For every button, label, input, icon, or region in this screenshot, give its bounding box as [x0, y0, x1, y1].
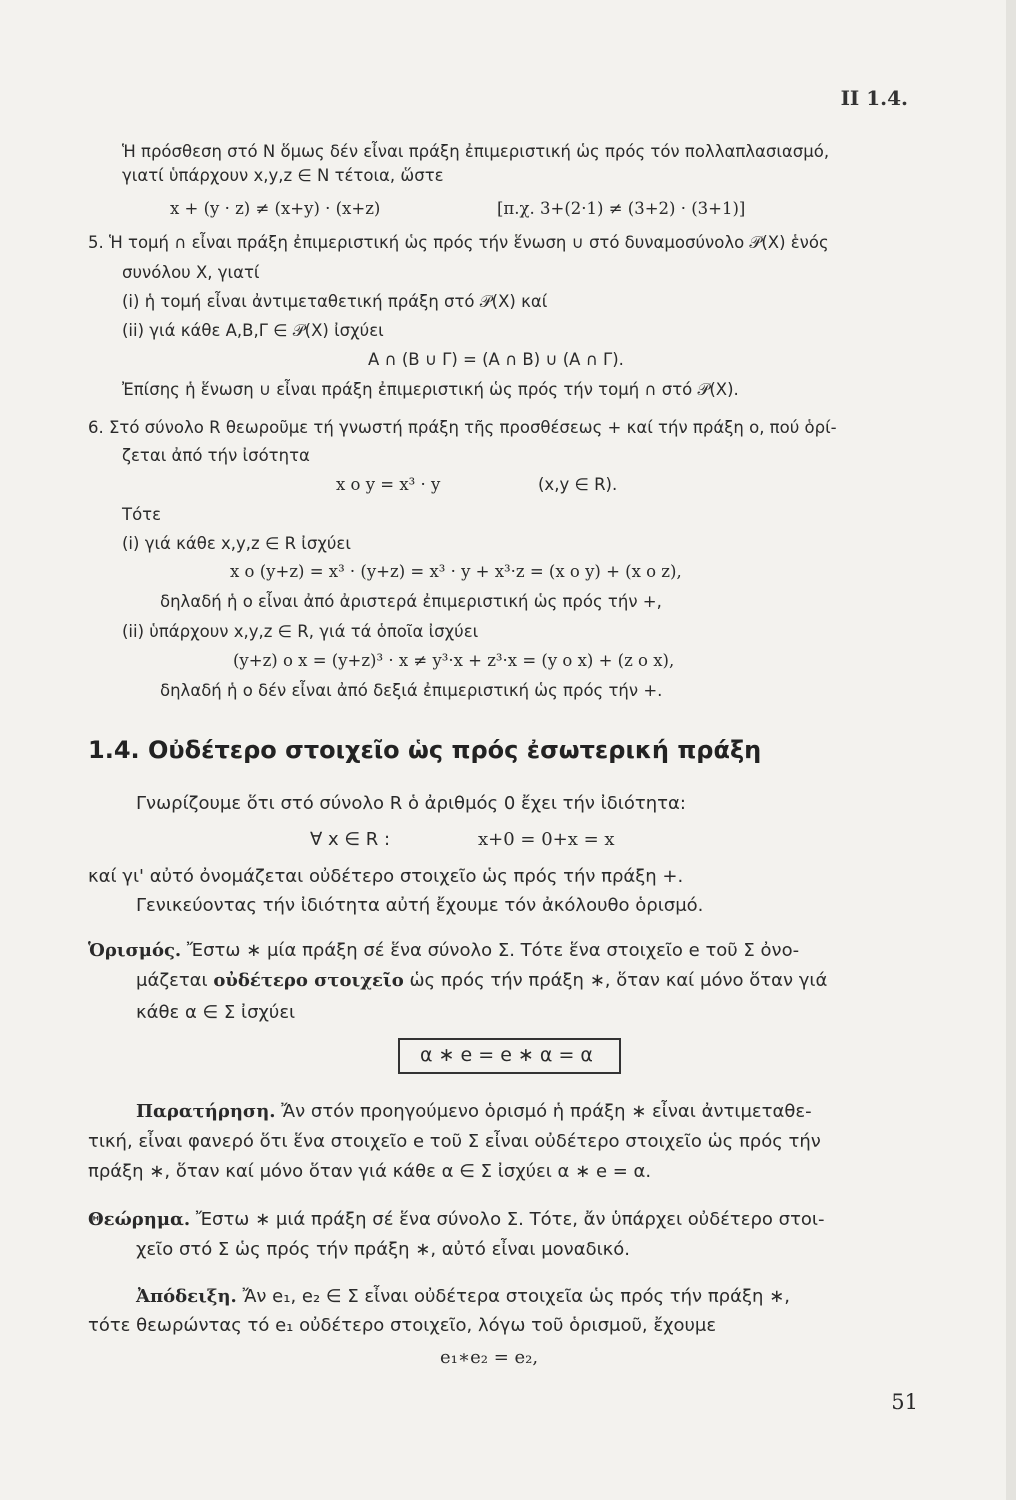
formula-example: [π.χ. 3+(2·1) ≠ (3+2) · (3+1)]	[497, 199, 746, 218]
text-line: Ἡ πρόσθεση στό N ὅμως δέν εἶναι πράξη ἐπιμεριστική ὡς πρός τόν πολλαπλασιασμό,	[122, 142, 830, 161]
remark-line: τική, εἶναι φανερό ὅτι ἕνα στοιχεῖο e τοῦ Σ εἶναι οὐδέτερο στοιχεῖο ὡς πρός τήν	[88, 1131, 821, 1152]
definition-line	[136, 969, 827, 993]
text-line: (ii) γιά κάθε A,B,Γ ∈ 𝒫(X) ἰσχύει	[122, 321, 384, 340]
definition-line: κάθε α ∈ Σ ἰσχύει	[136, 1002, 296, 1023]
text-line: (i) γιά κάθε x,y,z ∈ R ἰσχύει	[122, 534, 351, 553]
remark-label: Παρατήρηση.	[136, 1101, 276, 1122]
theorem-text: Ἔστω ∗ μιά πράξη σέ ἕνα σύνολο Σ. Τότε, ἄν ὑπάρχει οὐδέτερο στοι-	[195, 1209, 825, 1230]
text-line: 6. Στό σύνολο R θεωροῦμε τή γνωστή πράξη τῆς προσθέσεως + καί τήν πράξη ο, πού ὁρί-	[88, 418, 837, 437]
text-line: Γνωρίζουμε ὅτι στό σύνολο R ὁ ἀριθμός 0 ἔχει τήν ἰδιότητα:	[136, 793, 686, 814]
proof-line	[136, 1285, 790, 1309]
formula: e₁∗e₂ = e₂,	[440, 1347, 539, 1368]
remark-text: Ἄν στόν προηγούμενο ὁρισμό ἡ πράξη ∗ εἶναι ἀντιμεταθε-	[281, 1101, 812, 1122]
text-line: (i) ἡ τομή εἶναι ἀντιμεταθετική πράξη στό 𝒫(X) καί	[122, 292, 548, 311]
remark-line: πράξη ∗, ὅταν καί μόνο ὅταν γιά κάθε α ∈ Σ ἰσχύει α ∗ e = α.	[88, 1161, 652, 1182]
text-line: δηλαδή ἡ ο δέν εἶναι ἀπό δεξιά ἐπιμεριστική ὡς πρός τήν +.	[160, 681, 663, 700]
formula: x ο (y+z) = x³ · (y+z) = x³ · y + x³·z = (x ο y) + (x ο z),	[230, 562, 682, 581]
formula: x + (y · z) ≠ (x+y) · (x+z)	[170, 199, 381, 218]
text-line: γιατί ὑπάρχουν x,y,z ∈ N τέτοια, ὥστε	[122, 166, 444, 185]
text-line: συνόλου X, γιατί	[122, 263, 260, 282]
theorem-line	[88, 1208, 825, 1232]
theorem-label: Θεώρημα.	[88, 1209, 191, 1230]
definition-text: Ἔστω ∗ μία πράξη σέ ἕνα σύνολο Σ. Τότε ἕνα στοιχεῖο e τοῦ Σ ὀνο-	[186, 940, 800, 961]
definition-term: οὐδέτερο στοιχεῖο	[213, 970, 404, 991]
remark-line	[136, 1100, 812, 1124]
formula-quantifier: ∀ x ∈ R :	[310, 829, 391, 850]
formula: x ο y = x³ · y	[336, 475, 441, 494]
formula: (y+z) ο x = (y+z)³ · x ≠ y³·x + z³·x = (y ο x) + (z ο x),	[233, 651, 675, 670]
theorem-line: χεῖο στό Σ ὡς πρός τήν πράξη ∗, αὐτό εἶναι μοναδικό.	[136, 1239, 631, 1260]
running-header: II 1.4.	[840, 86, 908, 110]
text-line: δηλαδή ἡ ο εἶναι ἀπό ἀριστερά ἐπιμεριστική ὡς πρός τήν +,	[160, 592, 662, 611]
text-line: (ii) ὑπάρχουν x,y,z ∈ R, γιά τά ὁποῖα ἰσχύει	[122, 622, 479, 641]
page-edge-shadow	[1006, 0, 1016, 1500]
definition-line	[88, 939, 799, 963]
page-number: 51	[891, 1390, 918, 1414]
formula-domain: (x,y ∈ R).	[538, 475, 618, 494]
text-line: 5. Ἡ τομή ∩ εἶναι πράξη ἐπιμεριστική ὡς πρός τήν ἕνωση ∪ στό δυναμοσύνολο 𝒫(X) ἑνός	[88, 233, 829, 252]
text-line: Τότε	[122, 505, 162, 524]
proof-line: τότε θεωρώντας τό e₁ οὐδέτερο στοιχεῖο, λόγω τοῦ ὁρισμοῦ, ἔχουμε	[88, 1315, 717, 1336]
proof-label: Ἀπόδειξη.	[136, 1286, 237, 1307]
section-heading: 1.4. Οὐδέτερο στοιχεῖο ὡς πρός ἐσωτερική πράξη	[88, 736, 762, 764]
formula: A ∩ (B ∪ Γ) = (A ∩ B) ∪ (A ∩ Γ).	[368, 350, 624, 369]
proof-text: Ἄν e₁, e₂ ∈ Σ εἶναι οὐδέτερα στοιχεῖα ὡς πρός τήν πράξη ∗,	[242, 1286, 790, 1307]
definition-text: μάζεται	[136, 970, 208, 991]
definition-text: ὡς πρός τήν πράξη ∗, ὅταν καί μόνο ὅταν γιά	[409, 970, 828, 991]
text-line: καί γι' αὐτό ὀνομάζεται οὐδέτερο στοιχεῖο ὡς πρός τήν πράξη +.	[88, 866, 684, 887]
text-line: Ἐπίσης ἡ ἕνωση ∪ εἶναι πράξη ἐπιμεριστική ὡς πρός τήν τομή ∩ στό 𝒫(X).	[122, 380, 739, 399]
boxed-formula: α ∗ e = e ∗ α = α	[398, 1038, 621, 1074]
formula: x+0 = 0+x = x	[478, 829, 615, 850]
definition-label: Ὁρισμός.	[88, 940, 182, 961]
text-line: Γενικεύοντας τήν ἰδιότητα αὐτή ἔχουμε τόν ἀκόλουθο ὁρισμό.	[136, 895, 704, 916]
text-line: ζεται ἀπό τήν ἰσότητα	[122, 446, 310, 465]
